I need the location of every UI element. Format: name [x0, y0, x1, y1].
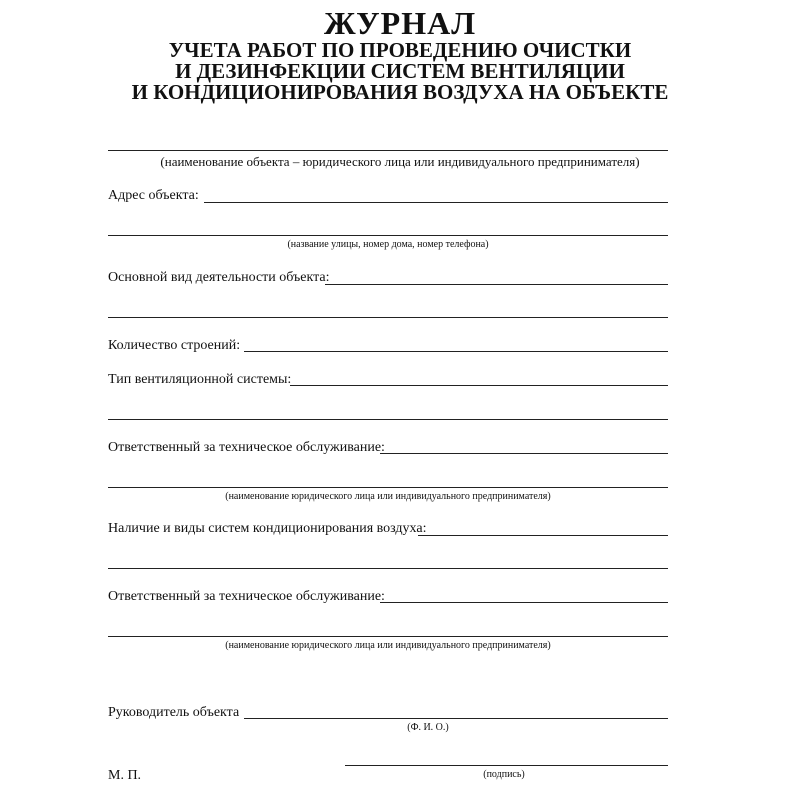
address-field-line-2[interactable]	[108, 235, 668, 236]
responsible-2-label: Ответственный за техническое обслуживание:	[108, 589, 385, 604]
address-caption: (название улицы, номер дома, номер телефона)	[287, 239, 489, 250]
object-name-caption: (наименование объекта – юридического лица или индивидуального предпринимателя)	[160, 154, 640, 169]
responsible-2-field[interactable]	[380, 602, 668, 603]
aircon-field[interactable]	[418, 535, 668, 536]
responsible-1-caption: (наименование юридического лица или индивидуального предпринимателя)	[225, 491, 551, 502]
ventilation-type-field[interactable]	[290, 385, 668, 386]
journal-subtitle-line-1: УЧЕТА РАБОТ ПО ПРОВЕДЕНИЮ ОЧИСТКИ	[168, 38, 632, 62]
responsible-2-caption: (наименование юридического лица или индивидуального предпринимателя)	[225, 640, 551, 651]
buildings-label: Количество строений:	[108, 338, 241, 353]
activity-label: Основной вид деятельности объекта:	[108, 270, 330, 285]
head-label: Руководитель объекта	[108, 705, 240, 720]
signature-caption: (подпись)	[483, 769, 525, 780]
activity-field[interactable]	[325, 284, 668, 285]
aircon-label: Наличие и виды систем кондиционирования воздуха:	[108, 521, 427, 536]
journal-title: ЖУРНАЛ	[323, 5, 477, 41]
responsible-1-field-line-2[interactable]	[108, 487, 668, 488]
head-name-field[interactable]	[244, 718, 668, 719]
responsible-1-label: Ответственный за техническое обслуживание:	[108, 440, 385, 455]
activity-field-line-2[interactable]	[108, 317, 668, 318]
journal-header	[0, 6, 800, 103]
address-field[interactable]	[204, 202, 668, 203]
address-label: Адрес объекта:	[108, 188, 199, 203]
head-name-caption: (Ф. И. О.)	[407, 722, 449, 733]
journal-subtitle-line-3: И КОНДИЦИОНИРОВАНИЯ ВОЗДУХА НА ОБЪЕКТЕ	[131, 80, 669, 104]
ventilation-type-label: Тип вентиляционной системы:	[108, 372, 292, 387]
journal-subtitle-line-2: И ДЕЗИНФЕКЦИИ СИСТЕМ ВЕНТИЛЯЦИИ	[175, 59, 625, 83]
buildings-field[interactable]	[244, 351, 668, 352]
ventilation-type-field-line-2[interactable]	[108, 419, 668, 420]
responsible-2-field-line-2[interactable]	[108, 636, 668, 637]
signature-field[interactable]	[345, 765, 668, 766]
stamp-label: М. П.	[108, 768, 142, 783]
responsible-1-field[interactable]	[380, 453, 668, 454]
aircon-field-line-2[interactable]	[108, 568, 668, 569]
object-name-field[interactable]	[108, 150, 668, 151]
